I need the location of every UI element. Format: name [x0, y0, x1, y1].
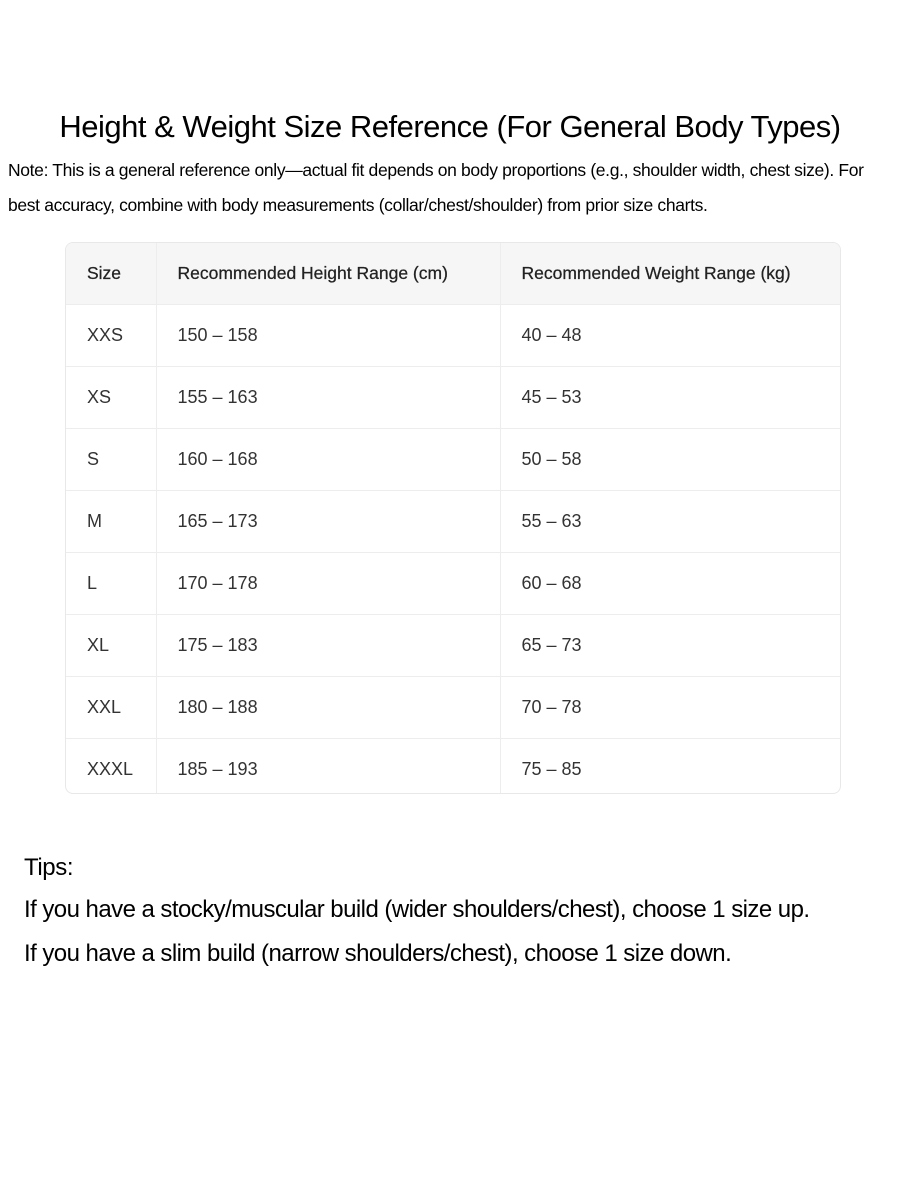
weight-cell: 45 – 53: [500, 367, 840, 429]
size-cell: XS: [66, 367, 156, 429]
tips-heading: Tips:: [24, 854, 74, 881]
header-size: Size: [66, 243, 156, 305]
size-cell: M: [66, 491, 156, 553]
weight-cell: 65 – 73: [500, 615, 840, 677]
height-cell: 165 – 173: [156, 491, 500, 553]
tips-section: [24, 848, 894, 976]
header-height-range: Recommended Height Range (cm): [156, 243, 500, 305]
header-weight-range: Recommended Weight Range (kg): [500, 243, 840, 305]
tip-slim-build: If you have a slim build (narrow shoulders/chest), choose 1 size down.: [24, 940, 732, 967]
reference-note: Note: This is a general reference only—actual fit depends on body proportions (e.g., shoulder width, chest size). For best accuracy, combine with body measurements (collar/chest/shoulder) from prior size charts.: [8, 160, 864, 215]
table-header-row: [66, 243, 840, 305]
size-cell: XXXL: [87, 759, 134, 779]
table-row: [66, 305, 840, 367]
height-cell: 170 – 178: [156, 553, 500, 615]
height-cell: 150 – 158: [156, 305, 500, 367]
size-cell: XXS: [66, 305, 156, 367]
weight-cell: 40 – 48: [500, 305, 840, 367]
size-cell: S: [66, 429, 156, 491]
height-cell: 185 – 193: [156, 739, 500, 795]
table-row: [66, 491, 840, 553]
table-row: [66, 553, 840, 615]
size-table: [66, 243, 840, 794]
weight-cell: 75 – 85: [500, 739, 840, 795]
size-cell: L: [66, 553, 156, 615]
page-title: Height & Weight Size Reference (For General Body Types): [59, 109, 841, 144]
table-row: [66, 615, 840, 677]
height-cell: 175 – 183: [156, 615, 500, 677]
height-cell: 155 – 163: [156, 367, 500, 429]
size-table-card: [65, 242, 841, 794]
table-row: [66, 367, 840, 429]
weight-cell: 50 – 58: [500, 429, 840, 491]
size-cell: XXL: [66, 677, 156, 739]
tip-stocky-build: If you have a stocky/muscular build (wider shoulders/chest), choose 1 size up.: [24, 896, 810, 923]
weight-cell: 60 – 68: [500, 553, 840, 615]
height-cell: 180 – 188: [156, 677, 500, 739]
size-cell: XL: [66, 615, 156, 677]
weight-cell: 70 – 78: [500, 677, 840, 739]
height-cell: 160 – 168: [156, 429, 500, 491]
table-row: [66, 677, 840, 739]
weight-cell: 55 – 63: [500, 491, 840, 553]
table-row: [66, 739, 840, 795]
table-row: [66, 429, 840, 491]
